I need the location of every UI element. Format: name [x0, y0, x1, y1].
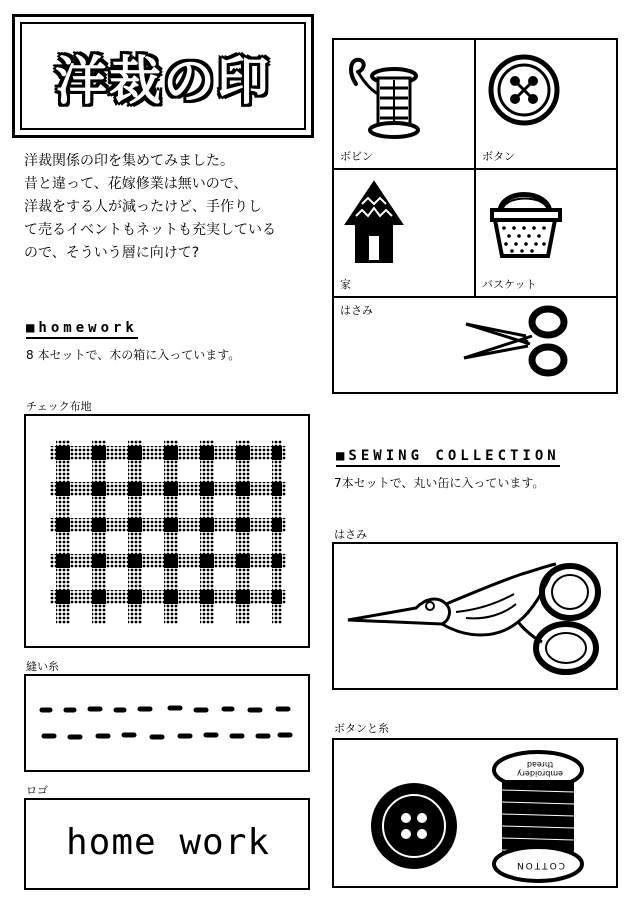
bobbin-icon	[344, 52, 424, 152]
homework-section-title: ■homework	[26, 320, 138, 339]
spool-bottom-text: COTTON	[514, 860, 566, 870]
check-fabric-label: チェック布地	[26, 400, 92, 413]
stork-scissors-box	[332, 542, 618, 690]
title-frame	[12, 14, 314, 138]
bobbin-label: ボビン	[340, 150, 373, 163]
sewing-description: 7本セットで、丸い缶に入っています。	[334, 476, 545, 490]
house-label: 家	[340, 278, 351, 291]
large-button-icon	[368, 780, 460, 872]
grid-divider	[334, 296, 616, 298]
stitch-line-icon	[40, 702, 296, 746]
homework-description: 8 本セットで、木の箱に入っています。	[26, 348, 241, 362]
intro-line: て売るイベントもネットも充実している	[24, 222, 276, 238]
button-icon	[488, 50, 568, 130]
check-fabric-pattern	[46, 432, 290, 628]
intro-line: 洋裁をする人が減ったけど、手作りし	[24, 199, 262, 215]
grid-divider	[334, 168, 616, 170]
check-fabric-box	[24, 414, 310, 648]
spool-top-text: embroidery thread	[516, 760, 564, 778]
stamp-grid	[332, 38, 618, 394]
logo-label: ロゴ	[26, 784, 48, 797]
stork-scissors-icon	[346, 554, 608, 680]
basket-icon	[488, 180, 568, 260]
intro-line: ので、そういう層に向けて?	[24, 245, 200, 261]
scissors-label: はさみ	[340, 304, 373, 317]
stork-scissors-label: はさみ	[334, 528, 367, 541]
logo-box	[24, 798, 310, 890]
scissors-icon	[460, 302, 570, 382]
thread-box	[24, 674, 310, 772]
thread-label: 縫い糸	[26, 660, 59, 673]
page-title: 洋裁の印	[54, 51, 271, 112]
basket-label: バスケット	[482, 278, 537, 291]
intro-line: 昔と違って、花嫁修業は無いので、	[24, 176, 248, 192]
button-thread-label: ボタンと糸	[334, 722, 389, 735]
title-inner-frame	[20, 22, 306, 130]
button-thread-box	[332, 738, 618, 888]
button-label: ボタン	[482, 150, 515, 163]
sewing-section-title: ■SEWING COLLECTION	[336, 448, 560, 467]
house-icon	[342, 178, 406, 268]
intro-text	[24, 150, 320, 265]
logo-text: home work	[66, 822, 271, 863]
intro-line: 洋裁関係の印を集めてみました。	[24, 153, 234, 169]
